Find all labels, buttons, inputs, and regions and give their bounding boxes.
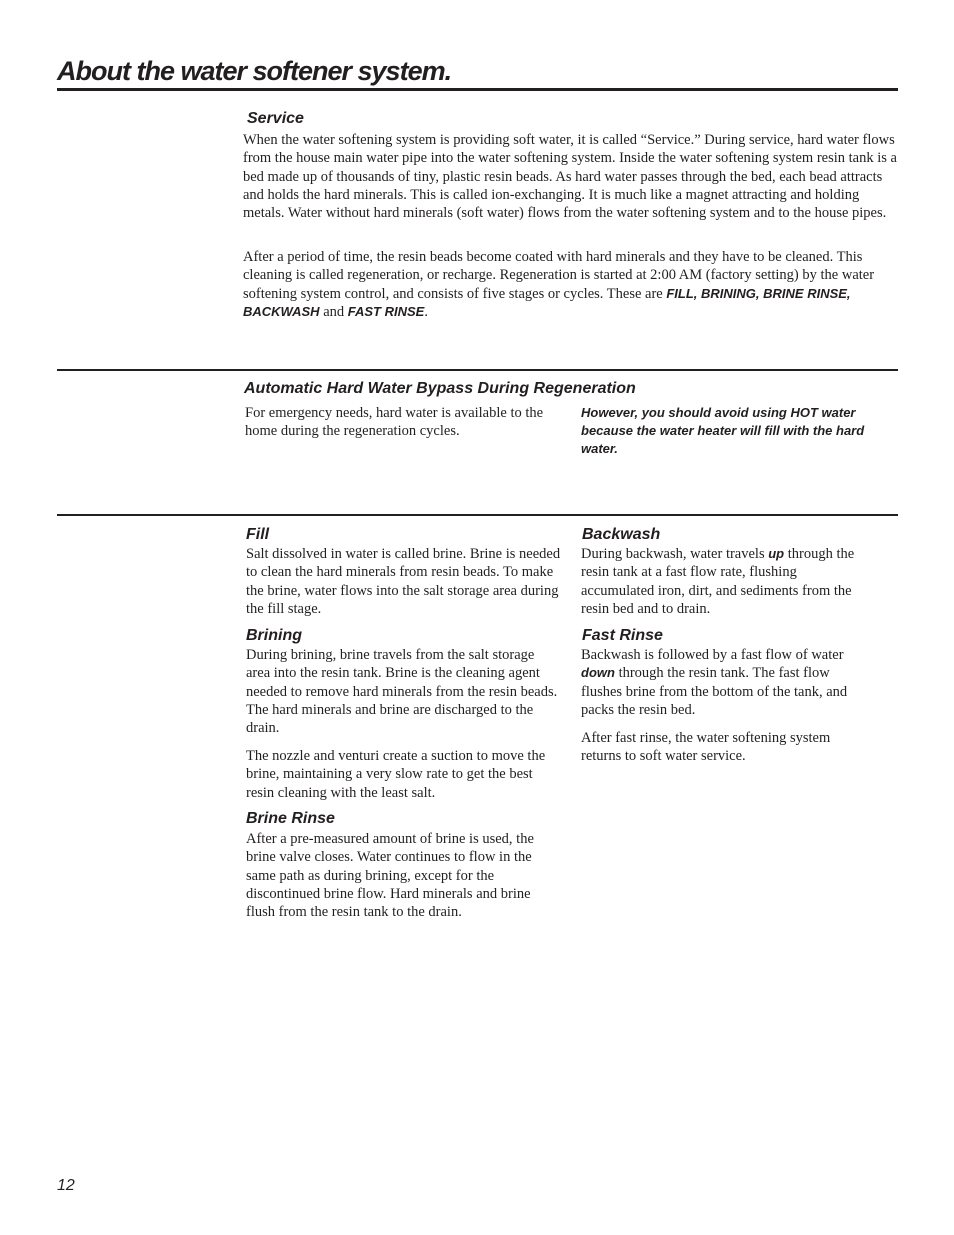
backwash-text-before: During backwash, water travels	[581, 546, 769, 562]
service-p2-end: .	[424, 303, 428, 320]
service-p2-and: and	[319, 303, 348, 320]
fast-rinse-text-before: Backwash is followed by a fast flow of water	[581, 647, 844, 663]
service-p2-text: After a period of time, the resin beads become coated with hard minerals and they have to be cleaned. This cleaning is called regeneration, or recharge. Regeneration is started at 2:00 AM (factory setting) by the water softening system control, and consists of five stages or cycles. These are	[243, 249, 875, 302]
backwash-emphasis: up	[768, 546, 785, 561]
service-paragraph-2	[243, 248, 898, 321]
brine-rinse-text: After a pre-measured amount of brine is used, the brine valve closes. Water continues to flow in the same path as during brining, except for the discontinued brine flow. Hard minerals and brine flush from the resin tank to the drain.	[246, 831, 534, 921]
fill-heading: Fill	[246, 526, 270, 543]
backwash-text-after: through the resin tank at a fast flow rate, flushing accumulated iron, dirt, and sediments from the resin bed and to drain.	[581, 546, 855, 617]
service-heading: Service	[247, 110, 304, 127]
fast-rinse-paragraph-2: After fast rinse, the water softening system returns to soft water service.	[581, 730, 831, 765]
fast-rinse-paragraph-1	[581, 646, 871, 719]
brine-rinse-heading: Brine Rinse	[246, 810, 335, 827]
service-paragraph-1: When the water softening system is providing soft water, it is called “Service.” During service, hard water flows from the house main water pipe into the water softening system. Inside the water softening system resin tank is a bed made up of thousands of tiny, plastic resin beads. As hard water passes through the bed, each bead attracts and holds the hard minerals. This is called ion-exchanging. It is much like a magnet attracting and holding metals. Water without hard minerals (soft water) flows from the water softening system and to the house pipes.	[243, 132, 897, 222]
fast-rinse-emphasis: down	[581, 665, 615, 681]
bypass-note: However, you should avoid using HOT water because the water heater will fill with the hard water.	[581, 405, 865, 456]
bypass-heading: Automatic Hard Water Bypass During Regeneration	[244, 380, 636, 397]
brining-heading: Brining	[246, 627, 302, 644]
brining-paragraph-2: The nozzle and venturi create a suction to move the brine, maintaining a very slow rate to get the best resin cleaning with the least salt.	[246, 748, 546, 801]
backwash-text	[581, 545, 871, 618]
service-p2-last-stage: FAST RINSE	[347, 303, 425, 319]
section-divider-2	[57, 514, 898, 516]
bypass-text: For emergency needs, hard water is available to the home during the regeneration cycles.	[245, 405, 544, 440]
brining-paragraph-1: During brining, brine travels from the salt storage area into the resin tank. Brine is the cleaning agent needed to remove hard minerals from the resin beads. The hard minerals and brine are discharged to the drain.	[246, 647, 558, 737]
fast-rinse-text-after: through the resin tank. The fast flow flushes brine from the bottom of the tank, and packs the resin bed.	[581, 665, 848, 718]
page-title: About the water softener system.	[57, 56, 452, 86]
fast-rinse-heading: Fast Rinse	[582, 627, 663, 644]
service-p2-stages: FILL, BRINING, BRINE RINSE, BACKWASH	[243, 285, 851, 319]
page-number: 12	[57, 1177, 75, 1194]
title-rule	[57, 88, 898, 91]
backwash-heading: Backwash	[582, 526, 661, 543]
fill-text: Salt dissolved in water is called brine. Brine is needed to clean the hard minerals from resin beads. To make the brine, water flows into the salt storage area during the fill stage.	[246, 546, 561, 617]
section-divider-1	[57, 369, 898, 371]
